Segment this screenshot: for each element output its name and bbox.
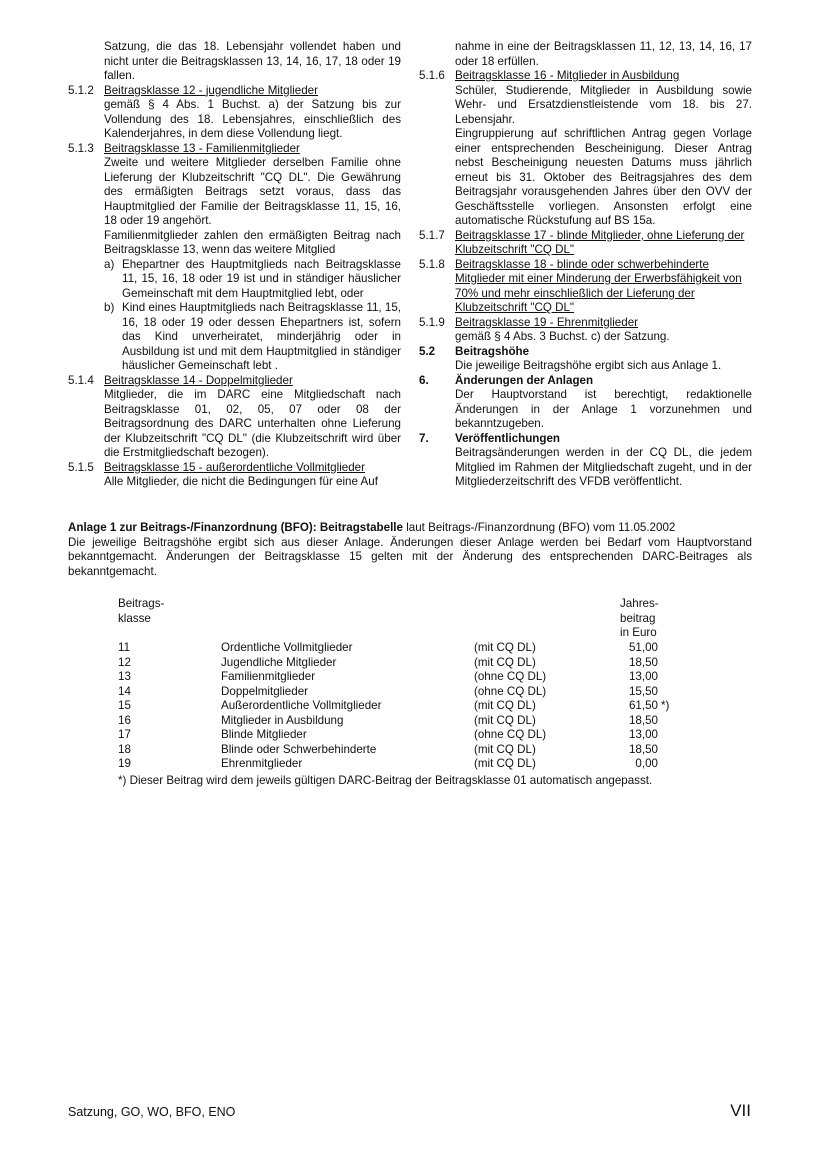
cq-cell: (mit CQ DL) <box>474 655 536 669</box>
table-row <box>118 641 738 656</box>
section-title: Beitragsklasse 12 - jugendliche Mitglieder <box>104 83 318 97</box>
anlage-block <box>68 521 752 579</box>
section-number: 6. <box>419 373 429 387</box>
section-number: 5.2 <box>419 344 436 358</box>
section-text: Alle Mitglieder, die nicht die Bedingungen für eine Auf <box>104 475 378 488</box>
name-cell: Familienmitglieder <box>221 670 316 683</box>
table-row <box>118 757 738 772</box>
section-number: 5.1.8 <box>419 257 445 271</box>
section-text: Schüler, Studierende, Mitglieder in Ausbildung sowie Wehr- und Ersatzdienstleistende vom 18. bis 27. Lebensjahr. <box>455 83 752 126</box>
section-5-1-6 <box>419 69 752 84</box>
section-number: 5.1.7 <box>419 228 445 242</box>
name-cell: Blinde Mitglieder <box>221 728 307 741</box>
list-text: Ehepartner des Hauptmitglieds nach Beitragsklasse 11, 15, 16, 18 oder 19 ist und in ständiger häuslicher Gemeinschaft mit dem Hauptmitglied lebt, oder <box>122 257 401 300</box>
table-row <box>118 685 738 700</box>
header-class-line: Beitrags- <box>118 597 165 610</box>
section-text: Mitglieder, die im DARC eine Mitgliedschaft nach Beitragsklasse 01, 02, 05, 07 oder 08 der Beitragsordnung des DARC unterhalten ohne Lieferung der Klubzeitschrift "CQ DL" (die Klubzeitschrift wird über die Erstmitgliedschaft bezogen). <box>104 388 401 459</box>
section-number: 5.1.4 <box>68 373 94 387</box>
table-row <box>118 656 738 671</box>
section-title: Beitragsklasse 15 - außerordentliche Vollmitglieder <box>104 460 365 474</box>
section-text: Zweite und weitere Mitglieder derselben Familie ohne Lieferung der Klubzeitschrift "CQ DL". Die Gewährung des ermäßigten Beitrags setzt voraus, dass das Hauptmitglied der Familie der Beitragsklasse 11, 15, 16, 18 oder 19 angehört. <box>104 156 401 227</box>
section-7 <box>419 432 752 447</box>
cq-cell: (mit CQ DL) <box>474 699 536 712</box>
table-row <box>118 714 738 729</box>
section-title: Beitragsklasse 13 - Familienmitglieder <box>104 141 300 155</box>
class-cell: 16 <box>118 713 131 727</box>
name-cell: Außerordentliche Vollmitglieder <box>221 699 382 712</box>
list-item <box>68 301 401 374</box>
fee-table <box>118 597 738 788</box>
list-text: Kind eines Hauptmitglieds nach Beitragsklasse 11, 15, 16, 18 oder 19 oder dessen Ehepartners ist, sofern das Kind unverheiratet, minderjährig oder in Ausbildung ist und mit dem Hauptmitglied in ständiger häuslicher Gemeinschaft lebt . <box>122 301 401 372</box>
amount-cell: 13,00 <box>628 670 658 683</box>
amount-cell: 13,00 <box>628 728 658 741</box>
anlage-title-date: laut Beitrags-/Finanzordnung (BFO) vom 11.05.2002 <box>402 521 676 534</box>
name-cell: Mitglieder in Ausbildung <box>221 713 344 727</box>
anlage-heading <box>68 521 752 536</box>
section-title: Beitragsklasse 18 - blinde oder schwerbehinderte Mitglieder mit einer Minderung der Erwerbsfähigkeit von 70% und mehr einschließlich der Lieferung der Klubzeitschrift "CQ DL" <box>455 257 742 314</box>
list-item <box>68 258 401 302</box>
class-cell: 18 <box>118 742 131 756</box>
section-6 <box>419 374 752 389</box>
section-text: gemäß § 4 Abs. 1 Buchst. a) der Satzung bis zur Vollendung des 18. Lebensjahres, einschließlich des Kalenderjahres, in dem diese Vollendung liegt. <box>104 98 401 140</box>
section-number: 5.1.3 <box>68 141 94 155</box>
amount-cell: 61,50 <box>628 699 658 712</box>
section-5-1-8 <box>419 258 752 316</box>
header-class <box>118 597 198 626</box>
cq-cell: (mit CQ DL) <box>474 641 536 654</box>
section-number: 5.1.9 <box>419 315 445 329</box>
class-cell: 19 <box>118 757 131 770</box>
right-column <box>419 40 752 490</box>
cq-cell: (ohne CQ DL) <box>474 684 547 698</box>
section-title: Beitragsklasse 14 - Doppelmitglieder <box>104 373 293 387</box>
page-number: VII <box>730 1101 751 1120</box>
section-number: 5.1.5 <box>68 460 94 474</box>
anlage-text: Die jeweilige Beitragshöhe ergibt sich aus dieser Anlage. Änderungen dieser Anlage werden bei Bedarf vom Hauptvorstand bekanntgemacht. Änderungen der Beitragsklasse 15 gelten mit der Änderung des entsprechenden DARC-Beitrages als bekanntgemacht. <box>68 535 752 578</box>
section-5-1-3 <box>68 142 401 157</box>
table-row <box>118 743 738 758</box>
class-cell: 11 <box>118 641 131 654</box>
cq-cell: (ohne CQ DL) <box>474 670 547 683</box>
section-number: 5.1.2 <box>68 83 94 97</box>
section-title: Beitragshöhe <box>455 344 530 358</box>
section-number: 7. <box>419 431 429 445</box>
amount-cell: 15,50 <box>628 684 658 698</box>
list-letter: a) <box>104 257 115 271</box>
section-text: Familienmitglieder zahlen den ermäßigten Beitrag nach Beitragsklasse 13, wenn das weitere Mitglied <box>104 228 401 256</box>
section-5-1-7 <box>419 229 752 258</box>
cq-cell: (mit CQ DL) <box>474 757 536 770</box>
section-title: Veröffentlichungen <box>455 431 560 445</box>
header-amount-line: in Euro <box>620 626 657 639</box>
table-footnote: *) Dieser Beitrag wird dem jeweils gültigen DARC-Beitrag der Beitragsklasse 01 automatisch angepasst. <box>118 773 653 787</box>
header-amount-line: beitrag <box>620 611 656 625</box>
section-title: Änderungen der Anlagen <box>455 373 594 387</box>
section-5-1-5 <box>68 461 401 476</box>
continued-text: nahme in eine der Beitragsklassen 11, 12, 13, 14, 16, 17 oder 18 erfüllen. <box>455 40 752 68</box>
section-5-1-2 <box>68 84 401 99</box>
section-title: Beitragsklasse 19 - Ehrenmitglieder <box>455 315 639 329</box>
name-cell: Doppelmitglieder <box>221 684 308 698</box>
amount-cell: 18,50 <box>628 655 658 669</box>
section-text: gemäß § 4 Abs. 3 Buchst. c) der Satzung. <box>455 330 670 343</box>
section-5-1-4 <box>68 374 401 389</box>
left-column <box>68 40 401 490</box>
table-row <box>118 699 738 714</box>
section-text: Die jeweilige Beitragshöhe ergibt sich aus Anlage 1. <box>455 359 722 372</box>
section-text: Der Hauptvorstand ist berechtigt, redaktionelle Änderungen in der Anlage 1 vorzunehmen und bekanntzugeben. <box>455 388 752 430</box>
anlage-title: Anlage 1 zur Beitrags-/Finanzordnung (BFO): Beitragstabelle <box>68 521 403 534</box>
name-cell: Blinde oder Schwerbehinderte <box>221 742 377 756</box>
cq-cell: (mit CQ DL) <box>474 742 536 756</box>
section-text: Eingruppierung auf schriftlichen Antrag gegen Vorlage einer entsprechenden Bescheinigung. Dieser Antrag nebst Bescheinigung neuesten Datums muss jährlich erneut bis 31. Oktober des Beitragsjahres des dem Beitragsjahr vorausgehenden Jahres über den OVV der Geschäftsstelle vorliegen. Ansonsten erfolgt eine automatische Rückstufung auf BS 15a. <box>455 127 752 227</box>
table-header <box>118 597 738 641</box>
footnote-mark: *) <box>661 699 670 712</box>
amount-cell: 0,00 <box>635 757 658 770</box>
class-cell: 15 <box>118 699 131 712</box>
list-letter: b) <box>104 301 115 314</box>
class-cell: 12 <box>118 655 131 669</box>
table-row <box>118 728 738 743</box>
section-5-1-9 <box>419 316 752 331</box>
cq-cell: (ohne CQ DL) <box>474 728 547 741</box>
header-class-line: klasse <box>118 611 151 625</box>
class-cell: 14 <box>118 684 131 698</box>
continued-text: Satzung, die das 18. Lebensjahr vollendet haben und nicht unter die Beitragsklassen 13, 14, 16, 17, 18 oder 19 fallen. <box>104 40 401 82</box>
header-amount <box>620 597 680 641</box>
header-amount-line: Jahres- <box>620 597 659 610</box>
class-cell: 17 <box>118 728 131 741</box>
table-row <box>118 670 738 685</box>
section-text: Beitragsänderungen werden in der CQ DL, die jedem Mitglied im Rahmen der Mitgliedschaft zugeht, und in der Mitgliederzeitschrift des VFDB veröffentlicht. <box>455 446 752 488</box>
footer-document-title: Satzung, GO, WO, BFO, ENO <box>68 1105 236 1119</box>
amount-cell: 18,50 <box>628 713 658 727</box>
section-number: 5.1.6 <box>419 69 445 82</box>
name-cell: Ordentliche Vollmitglieder <box>221 641 353 654</box>
section-title: Beitragsklasse 17 - blinde Mitglieder, ohne Lieferung der Klubzeitschrift "CQ DL" <box>455 228 745 256</box>
amount-cell: 51,00 <box>628 641 658 654</box>
name-cell: Ehrenmitglieder <box>221 757 303 770</box>
section-title: Beitragsklasse 16 - Mitglieder in Ausbildung <box>455 69 680 82</box>
section-5-2 <box>419 345 752 360</box>
name-cell: Jugendliche Mitglieder <box>221 655 337 669</box>
cq-cell: (mit CQ DL) <box>474 713 536 727</box>
amount-cell: 18,50 <box>628 742 658 756</box>
class-cell: 13 <box>118 670 131 683</box>
